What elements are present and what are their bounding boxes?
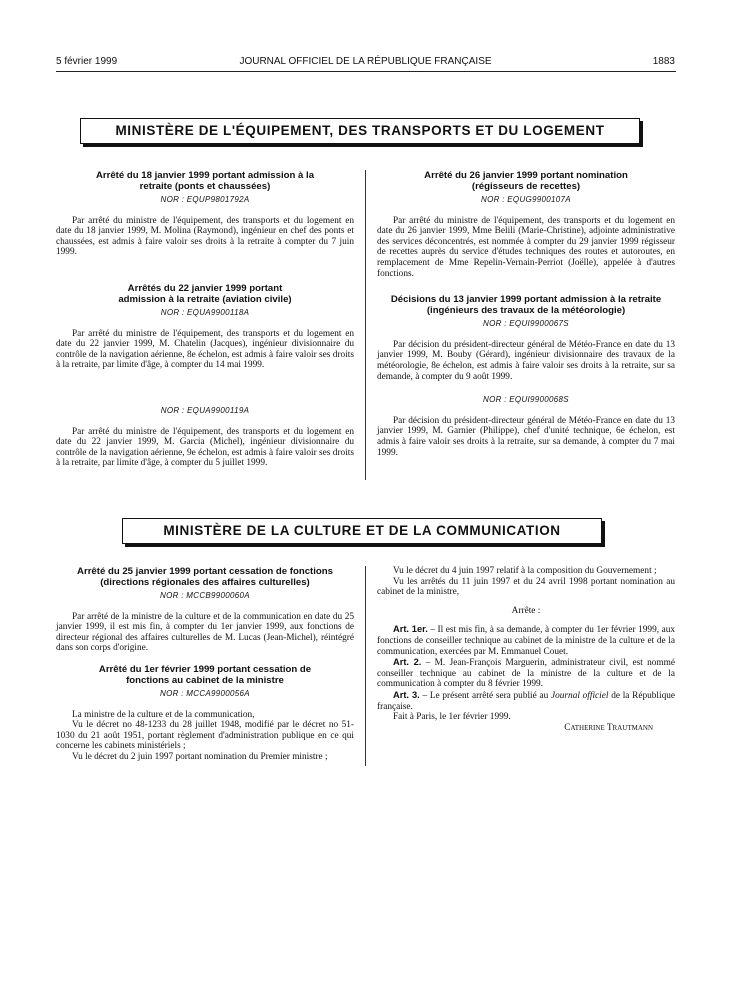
act-body: Vu les arrêtés du 11 juin 1997 et du 24 avril 1998 portant nomination au cabinet de la ministre, <box>377 576 675 598</box>
act-body: Par arrêté du ministre de l'équipement, des transports et du logement en date du 22 janvier 1999, M. Garcia (Michel), ingénieur divisionnaire du contrôle de la navigation aérienne, 9e échelon, est admis à faire valoir ses droits à la retraite, par limite d'âge, à compter du 5 juillet 1999. <box>56 426 354 469</box>
act-body: Vu le décret du 2 juin 1997 portant nomination du Premier ministre ; <box>72 751 328 762</box>
nor-reference: NOR : EQUI9900068S <box>483 395 569 405</box>
act-body: Par décision du président-directeur général de Météo-France en date du 13 janvier 1999, M. Garnier (Philippe), chef d'unité technique, 6e échelon, est admis à faire valoir ses droits à la retraite, sur sa demande, à compter du 7 mai 1999. <box>377 415 675 458</box>
header-date: 5 février 1999 <box>56 56 118 67</box>
nor-reference: NOR : MCCA9900056A <box>160 688 250 698</box>
act-body: Par arrêté du ministre de l'équipement, des transports et du logement en date du 18 janvier 1999, M. Molina (Raymond), ingénieur en chef des ponts et chaussées, est admis à faire valoir ses droits à la retraite à compter du 7 juin 1999. <box>56 215 354 258</box>
article-1: Art. 1er. – Il est mis fin, à sa demande, à compter du 1er février 1999, aux fonctions de conseiller technique au cabinet de la ministre de la culture et de la communication, exercées par M. Emmanuel Couet. <box>377 624 675 657</box>
ministry2-left-column <box>56 566 354 763</box>
signing-place-date: Fait à Paris, le 1er février 1999. <box>393 712 511 723</box>
act-body: Par arrêté du ministre de l'équipement, des transports et du logement en date du 26 janvier 1999, Mme Belili (Marie-Christine), adjointe administrative des services déconcentrés, est nommée à compter du 29 janvier 1999 régisseur de recettes auprès du service d'études techniques des routes et autoroutes, en remplacement de Mme Repelin-Vernain-Perriot (Joëlle), appelée à d'autres fonctions. <box>377 215 675 279</box>
ministry2-right-column <box>377 566 675 733</box>
nor-reference: NOR : EQUG9900107A <box>481 195 571 204</box>
act-body: La ministre de la culture et de la communication, <box>72 709 255 720</box>
act-body: Vu le décret du 4 juin 1997 relatif à la composition du Gouvernement ; <box>393 566 657 576</box>
nor-reference: NOR : EQUA9900118A <box>160 307 250 317</box>
act-title: Arrêté du 1er février 1999 portant cessation de fonctions au cabinet de la ministre <box>98 663 312 686</box>
nor-reference: NOR : MCCB9900060A <box>160 591 250 600</box>
header-page-number: 1883 <box>652 56 675 67</box>
ministry-culture-title: MINISTÈRE DE LA CULTURE ET DE LA COMMUNICATION <box>163 523 561 538</box>
article-3: Art. 3. – Le présent arrêté sera publié au Journal officiel de la République française. <box>377 689 675 712</box>
act-title: Arrêté du 18 janvier 1999 portant admission à la retraite (ponts et chaussées) <box>95 170 315 192</box>
act-title: Arrêté du 25 janvier 1999 portant cessation de fonctions (directions régionales des affaires culturelles) <box>77 566 333 588</box>
act-title: Décisions du 13 janvier 1999 portant admission à la retraite (ingénieurs des travaux de la météorologie) <box>390 294 662 317</box>
act-body: Par décision du président-directeur général de Météo-France en date du 13 janvier 1999, M. Bouby (Gérard), ingénieur divisionnaire des travaux de la météorologie, 8e échelon, est admis à faire valoir ses droits à la retraite, sur sa demande, à compter du 9 août 1999. <box>377 339 675 382</box>
act-body: Vu le décret no 48-1233 du 28 juillet 1948, modifié par le décret no 51-1030 du 21 août 1951, portant règlement d'administration publique en ce qui concerne les cabinets ministériels ; <box>56 720 354 752</box>
ministry1-left-column <box>56 170 354 469</box>
nor-reference: NOR : EQUA9900119A <box>160 405 250 415</box>
nor-reference: NOR : EQUI9900067S <box>483 319 569 329</box>
act-body: Par arrêté de la ministre de la culture et de la communication en date du 25 janvier 1999, il est mis fin, à compter du 1er janvier 1999, aux fonctions de directeur régional des affaires culturelles de M. Lucas (Jean-Michel), réintégré dans son corps d'origine. <box>56 611 354 654</box>
ministry-equipement-title: MINISTÈRE DE L'ÉQUIPEMENT, DES TRANSPORTS ET DU LOGEMENT <box>115 123 605 138</box>
column-divider <box>365 170 366 480</box>
arrete-line: Arrête : <box>511 605 541 616</box>
ministry-culture-banner <box>122 518 602 544</box>
act-title: Arrêtés du 22 janvier 1999 portant admission à la retraite (aviation civile) <box>118 282 292 305</box>
ministry1-right-column <box>377 170 675 458</box>
nor-reference: NOR : EQUP9801792A <box>160 195 250 204</box>
header-rule <box>56 71 676 72</box>
column-divider <box>365 566 366 766</box>
act-body: Par arrêté du ministre de l'équipement, des transports et du logement en date du 22 janvier 1999, M. Chatelin (Jacques), ingénieur divisionnaire du contrôle de la navigation aérienne, 8e échelon, est admis à faire valoir ses droits à la retraite, par limite d'âge, à compter du 14 mai 1999. <box>56 328 354 371</box>
header-journal-title: JOURNAL OFFICIEL DE LA RÉPUBLIQUE FRANÇAISE <box>239 56 492 67</box>
act-title: Arrêté du 26 janvier 1999 portant nomination (régisseurs de recettes) <box>424 170 628 192</box>
signature: Catherine Trautmann <box>564 722 653 733</box>
ministry-equipement-banner <box>80 118 640 144</box>
article-2: Art. 2. – M. Jean-François Marguerin, administrateur civil, est nommé conseiller technique au cabinet de la ministre de la culture et de la communication à compter du 8 février 1999. <box>377 657 675 690</box>
